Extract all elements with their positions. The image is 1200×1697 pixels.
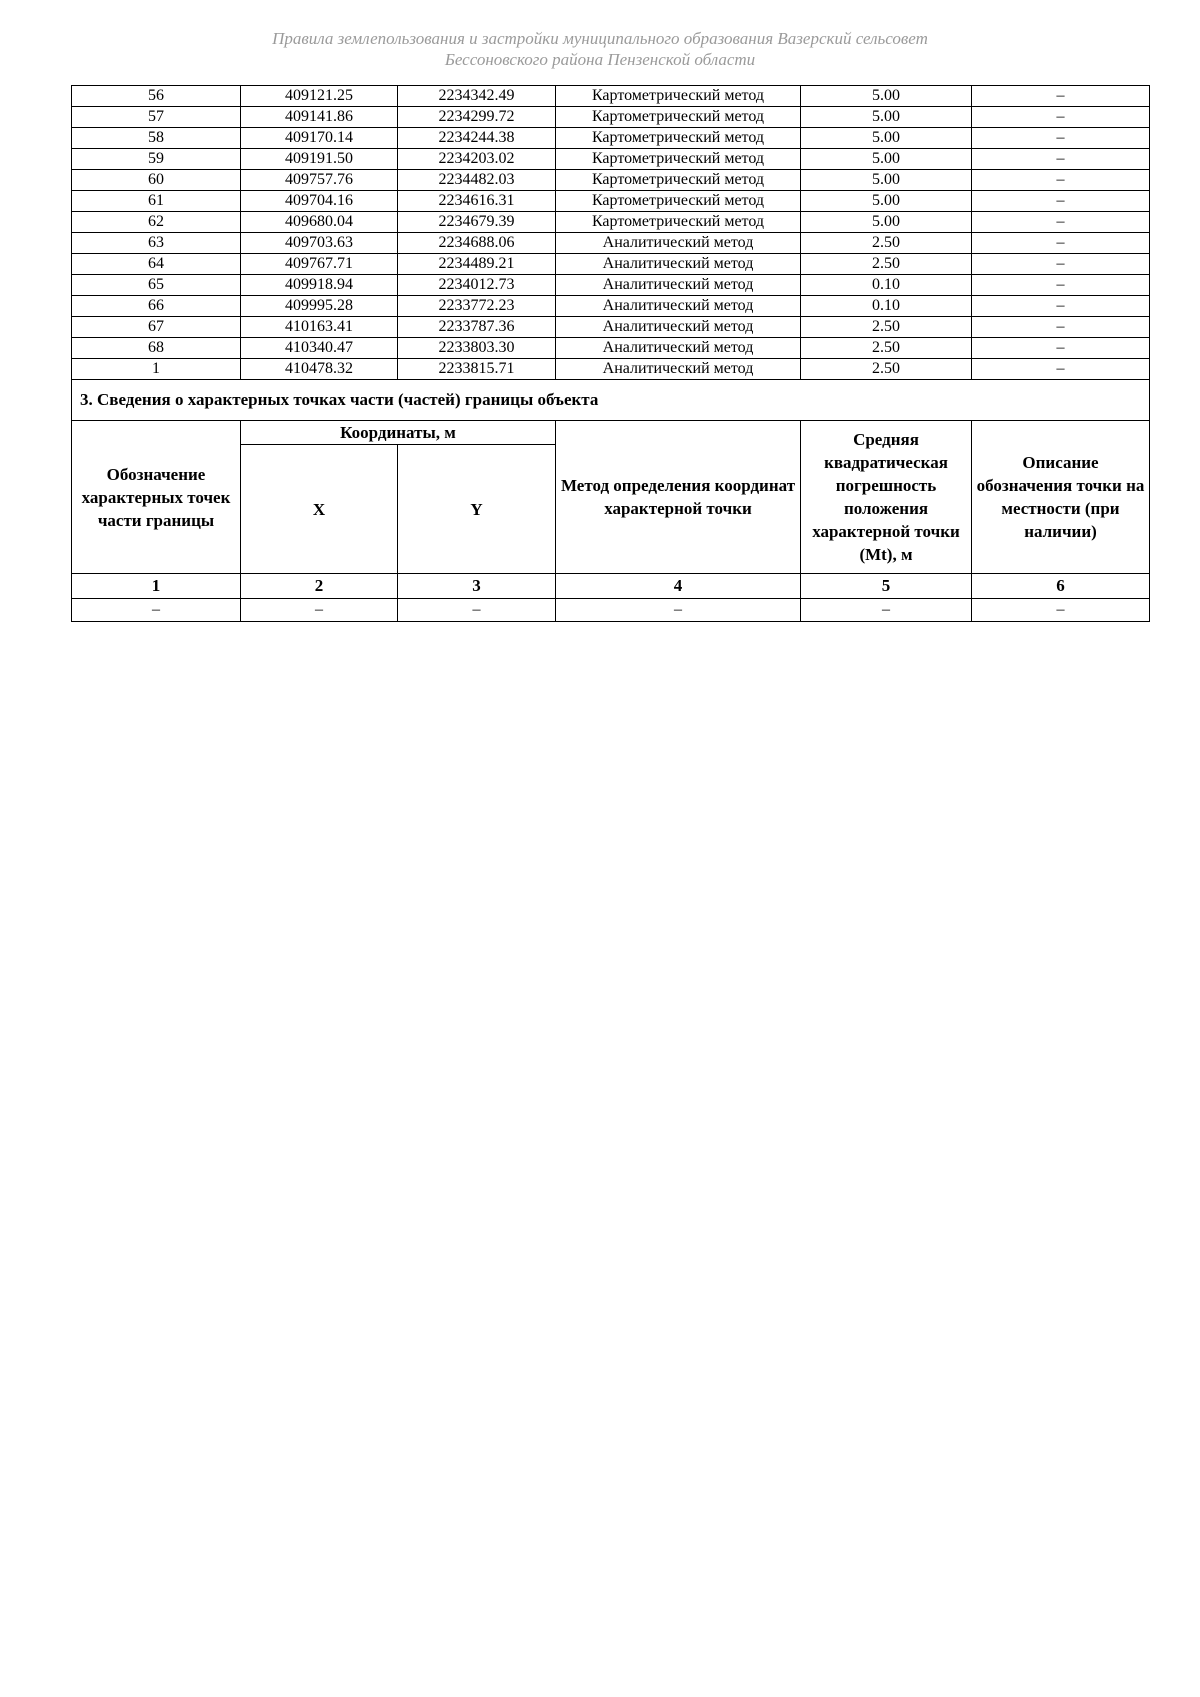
empty-data-row [72, 599, 1150, 622]
error-cell: 2.50 [801, 254, 972, 275]
table-row [72, 107, 1150, 128]
description-cell: – [972, 254, 1150, 275]
point-number-cell: 57 [72, 107, 241, 128]
header-coordinates: Координаты, м [241, 421, 556, 445]
empty-cell: – [241, 599, 398, 622]
method-cell: Картометрический метод [556, 149, 801, 170]
point-number-cell: 1 [72, 359, 241, 380]
description-cell: – [972, 212, 1150, 233]
x-coordinate-cell: 409995.28 [241, 296, 398, 317]
x-coordinate-cell: 409704.16 [241, 191, 398, 212]
point-number-cell: 61 [72, 191, 241, 212]
method-cell: Аналитический метод [556, 296, 801, 317]
table-row [72, 191, 1150, 212]
x-coordinate-cell: 409170.14 [241, 128, 398, 149]
error-cell: 5.00 [801, 86, 972, 107]
error-cell: 5.00 [801, 191, 972, 212]
method-cell: Картометрический метод [556, 170, 801, 191]
method-cell: Картометрический метод [556, 107, 801, 128]
x-coordinate-cell: 409767.71 [241, 254, 398, 275]
y-coordinate-cell: 2234244.38 [398, 128, 556, 149]
table-row [72, 338, 1150, 359]
x-coordinate-cell: 410340.47 [241, 338, 398, 359]
header-line-2: Бессоновского района Пензенской области [444, 50, 756, 69]
y-coordinate-cell: 2234012.73 [398, 275, 556, 296]
x-coordinate-cell: 409191.50 [241, 149, 398, 170]
y-coordinate-cell: 2233803.30 [398, 338, 556, 359]
y-coordinate-cell: 2234489.21 [398, 254, 556, 275]
x-coordinate-cell: 409121.25 [241, 86, 398, 107]
column-number: 6 [972, 574, 1150, 599]
y-coordinate-cell: 2234203.02 [398, 149, 556, 170]
x-coordinate-cell: 409680.04 [241, 212, 398, 233]
error-cell: 0.10 [801, 296, 972, 317]
error-cell: 5.00 [801, 128, 972, 149]
x-coordinate-cell: 409141.86 [241, 107, 398, 128]
column-number: 1 [72, 574, 241, 599]
table-row [72, 359, 1150, 380]
error-cell: 2.50 [801, 317, 972, 338]
header-line-1: Правила землепользования и застройки муниципального образования Вазерский сельсовет [272, 29, 928, 48]
method-cell: Аналитический метод [556, 254, 801, 275]
description-cell: – [972, 128, 1150, 149]
x-coordinate-cell: 410478.32 [241, 359, 398, 380]
x-coordinate-cell: 409757.76 [241, 170, 398, 191]
description-cell: – [972, 107, 1150, 128]
table-row [72, 212, 1150, 233]
coordinates-table [71, 85, 1150, 622]
empty-cell: – [398, 599, 556, 622]
error-cell: 5.00 [801, 149, 972, 170]
x-coordinate-cell: 410163.41 [241, 317, 398, 338]
column-number: 5 [801, 574, 972, 599]
header-y: Y [398, 445, 556, 574]
description-cell: – [972, 317, 1150, 338]
point-number-cell: 56 [72, 86, 241, 107]
y-coordinate-cell: 2234616.31 [398, 191, 556, 212]
method-cell: Картометрический метод [556, 128, 801, 149]
point-number-cell: 67 [72, 317, 241, 338]
table-row [72, 296, 1150, 317]
empty-cell: – [72, 599, 241, 622]
y-coordinate-cell: 2234679.39 [398, 212, 556, 233]
table-row [72, 149, 1150, 170]
section-3-title-row [72, 380, 1150, 421]
table-row [72, 170, 1150, 191]
description-cell: – [972, 296, 1150, 317]
method-cell: Картометрический метод [556, 86, 801, 107]
y-coordinate-cell: 2233787.36 [398, 317, 556, 338]
header-method: Метод определения координат характерной точки [556, 421, 801, 574]
error-cell: 5.00 [801, 107, 972, 128]
column-number-row [72, 574, 1150, 599]
empty-cell: – [801, 599, 972, 622]
y-coordinate-cell: 2233815.71 [398, 359, 556, 380]
error-cell: 5.00 [801, 212, 972, 233]
column-number: 2 [241, 574, 398, 599]
y-coordinate-cell: 2234299.72 [398, 107, 556, 128]
y-coordinate-cell: 2234342.49 [398, 86, 556, 107]
empty-cell: – [972, 599, 1150, 622]
x-coordinate-cell: 409918.94 [241, 275, 398, 296]
point-number-cell: 64 [72, 254, 241, 275]
point-number-cell: 65 [72, 275, 241, 296]
column-number: 4 [556, 574, 801, 599]
error-cell: 2.50 [801, 338, 972, 359]
table-row [72, 86, 1150, 107]
header-x: X [241, 445, 398, 574]
method-cell: Аналитический метод [556, 359, 801, 380]
empty-cell: – [556, 599, 801, 622]
table-row [72, 275, 1150, 296]
point-number-cell: 58 [72, 128, 241, 149]
method-cell: Аналитический метод [556, 317, 801, 338]
method-cell: Аналитический метод [556, 338, 801, 359]
description-cell: – [972, 170, 1150, 191]
header-error: Средняя квадратическая погрешность положения характерной точки (Mt), м [801, 421, 972, 574]
description-cell: – [972, 338, 1150, 359]
error-cell: 0.10 [801, 275, 972, 296]
table-row [72, 254, 1150, 275]
table-row [72, 317, 1150, 338]
error-cell: 2.50 [801, 233, 972, 254]
description-cell: – [972, 233, 1150, 254]
y-coordinate-cell: 2233772.23 [398, 296, 556, 317]
description-cell: – [972, 275, 1150, 296]
description-cell: – [972, 86, 1150, 107]
coordinate-rows [72, 86, 1150, 380]
header-designation: Обозначение характерных точек части границы [72, 421, 241, 574]
column-number: 3 [398, 574, 556, 599]
method-cell: Аналитический метод [556, 233, 801, 254]
description-cell: – [972, 149, 1150, 170]
section-3-header-row-1 [72, 421, 1150, 445]
point-number-cell: 62 [72, 212, 241, 233]
description-cell: – [972, 359, 1150, 380]
y-coordinate-cell: 2234688.06 [398, 233, 556, 254]
y-coordinate-cell: 2234482.03 [398, 170, 556, 191]
error-cell: 5.00 [801, 170, 972, 191]
point-number-cell: 63 [72, 233, 241, 254]
point-number-cell: 60 [72, 170, 241, 191]
page-header [0, 28, 1200, 70]
section-3-title: 3. Сведения о характерных точках части (частей) границы объекта [72, 380, 1150, 421]
description-cell: – [972, 191, 1150, 212]
method-cell: Аналитический метод [556, 275, 801, 296]
header-description: Описание обозначения точки на местности (при наличии) [972, 421, 1150, 574]
point-number-cell: 59 [72, 149, 241, 170]
x-coordinate-cell: 409703.63 [241, 233, 398, 254]
point-number-cell: 68 [72, 338, 241, 359]
table-row [72, 128, 1150, 149]
point-number-cell: 66 [72, 296, 241, 317]
table-row [72, 233, 1150, 254]
method-cell: Картометрический метод [556, 191, 801, 212]
error-cell: 2.50 [801, 359, 972, 380]
method-cell: Картометрический метод [556, 212, 801, 233]
